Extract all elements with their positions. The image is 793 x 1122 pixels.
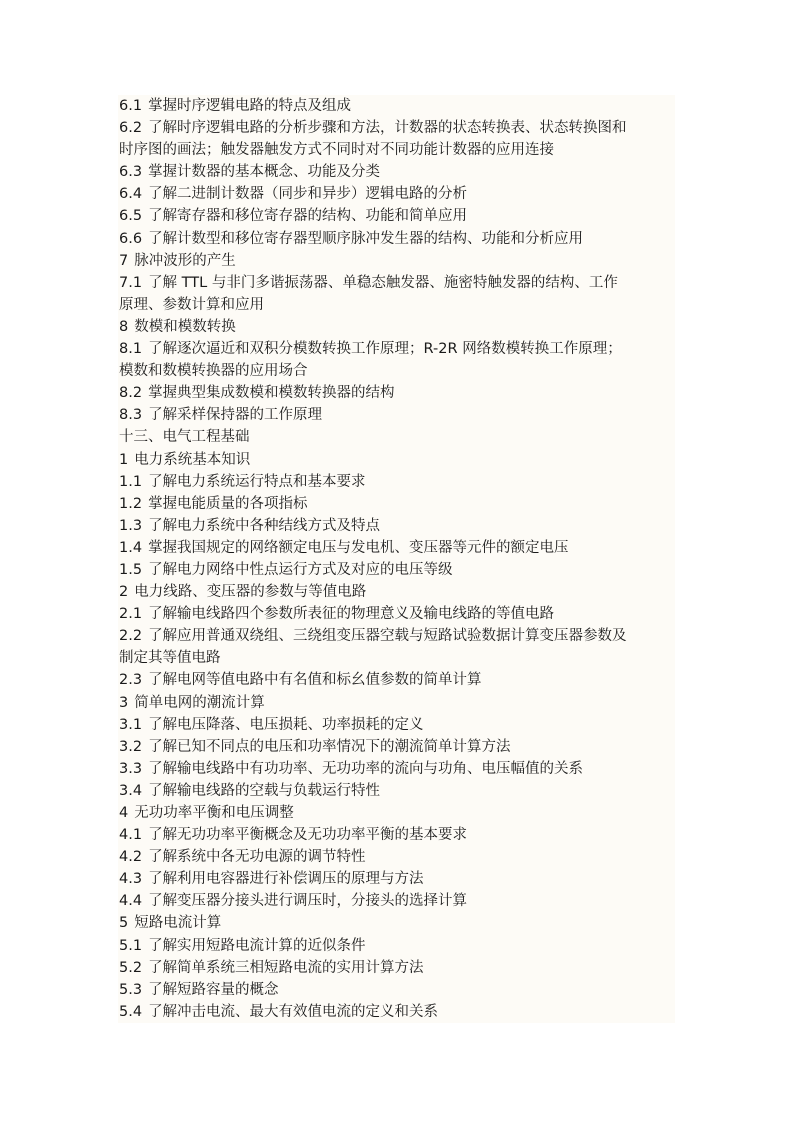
line-text: 了解无功功率平衡概念及无功功率平衡的基本要求 xyxy=(148,827,468,844)
section-number: 4.3 xyxy=(119,871,143,888)
text-line xyxy=(118,471,675,493)
section-number: 4.4 xyxy=(119,893,143,910)
text-line xyxy=(118,272,675,294)
text-line xyxy=(118,603,675,625)
line-text: 了解已知不同点的电压和功率情况下的潮流简单计算方法 xyxy=(148,738,511,755)
text-line xyxy=(118,404,675,426)
section-number: 5 xyxy=(119,915,129,932)
line-text: 了解输电线路的空载与负载运行特性 xyxy=(148,782,381,799)
section-number: 1.1 xyxy=(119,473,143,490)
section-number: 1.3 xyxy=(119,517,143,534)
section-number: 2.1 xyxy=(119,606,143,623)
line-text: 十三、电气工程基础 xyxy=(119,429,250,446)
text-line xyxy=(118,316,675,338)
text-line xyxy=(118,714,675,736)
line-text: 电力系统基本知识 xyxy=(134,451,251,468)
line-text: 脉冲波形的产生 xyxy=(134,252,236,269)
line-text: 了解采样保持器的工作原理 xyxy=(148,407,323,424)
text-line xyxy=(118,161,675,183)
line-text: 了解实用短路电流计算的近似条件 xyxy=(148,937,366,954)
line-text: 了解冲击电流、最大有效值电流的定义和关系 xyxy=(148,1003,439,1020)
section-number: 8 xyxy=(119,318,129,335)
line-text: 了解 TTL 与非门多谐振荡器、单稳态触发器、施密特触发器的结构、工作 xyxy=(148,274,618,291)
section-number: 6.3 xyxy=(119,164,143,181)
text-line xyxy=(118,426,675,448)
section-number: 3.1 xyxy=(119,716,143,733)
line-text: 模数和数模转换器的应用场合 xyxy=(119,363,308,380)
text-line xyxy=(118,183,675,205)
section-number: 5.2 xyxy=(119,959,143,976)
line-text: 了解电力系统中各种结线方式及特点 xyxy=(148,517,381,534)
section-number: 6.4 xyxy=(119,186,143,203)
text-line xyxy=(118,228,675,250)
line-text: 无功功率平衡和电压调整 xyxy=(134,805,294,821)
text-line xyxy=(118,537,675,559)
section-number: 2 xyxy=(119,584,129,601)
line-text: 了解输电线路中有功功率、无功功率的流向与功角、电压幅值的关系 xyxy=(148,760,584,777)
text-line xyxy=(118,935,675,957)
section-number: 6.5 xyxy=(119,208,143,225)
section-number: 6.1 xyxy=(119,98,143,114)
text-line xyxy=(118,846,675,868)
text-line xyxy=(118,1001,675,1023)
text-line xyxy=(118,736,675,758)
text-line xyxy=(118,338,675,360)
section-number: 3.3 xyxy=(119,760,143,777)
line-text: 了解输电线路四个参数所表征的物理意义及输电线路的等值电路 xyxy=(148,606,555,623)
line-text: 了解电力系统运行特点和基本要求 xyxy=(148,473,366,490)
line-text: 了解逐次逼近和双积分模数转换工作原理；R-2R 网络数模转换工作原理； xyxy=(148,341,622,358)
section-number: 6.2 xyxy=(119,120,143,137)
section-number: 8.2 xyxy=(119,385,143,402)
section-number: 4 xyxy=(119,805,129,821)
text-line xyxy=(118,449,675,471)
text-line xyxy=(118,360,675,382)
line-text: 简单电网的潮流计算 xyxy=(134,694,265,711)
text-line xyxy=(118,868,675,890)
section-number: 1 xyxy=(119,451,129,468)
line-text: 了解二进制计数器（同步和异步）逻辑电路的分析 xyxy=(148,186,468,203)
line-text: 掌握计数器的基本概念、功能及分类 xyxy=(148,164,381,181)
section-number: 1.4 xyxy=(119,539,143,556)
line-text: 了解计数型和移位寄存器型顺序脉冲发生器的结构、功能和分析应用 xyxy=(148,230,584,247)
line-text: 了解变压器分接头进行调压时，分接头的选择计算 xyxy=(148,893,468,910)
section-number: 2.2 xyxy=(119,628,143,645)
text-line xyxy=(118,957,675,979)
section-number: 3.2 xyxy=(119,738,143,755)
line-text: 了解简单系统三相短路电流的实用计算方法 xyxy=(148,959,424,976)
text-line xyxy=(118,979,675,1001)
text-line xyxy=(118,493,675,515)
section-number: 4.2 xyxy=(119,849,143,866)
text-line xyxy=(118,117,675,139)
text-line xyxy=(118,625,675,647)
section-number: 6.6 xyxy=(119,230,143,247)
line-text: 原理、参数计算和应用 xyxy=(119,296,264,313)
line-text: 短路电流计算 xyxy=(134,915,222,932)
text-line xyxy=(118,692,675,714)
section-number: 1.5 xyxy=(119,561,143,578)
text-line xyxy=(118,139,675,161)
line-text: 了解寄存器和移位寄存器的结构、功能和简单应用 xyxy=(148,208,468,225)
line-text: 掌握我国规定的网络额定电压与发电机、变压器等元件的额定电压 xyxy=(148,539,569,556)
line-text: 掌握典型集成数模和模数转换器的结构 xyxy=(148,385,395,402)
section-number: 3.4 xyxy=(119,782,143,799)
section-number: 2.3 xyxy=(119,672,143,689)
line-text: 了解电力网络中性点运行方式及对应的电压等级 xyxy=(148,561,453,578)
line-text: 掌握电能质量的各项指标 xyxy=(148,495,308,512)
text-line xyxy=(118,802,675,824)
text-line xyxy=(118,250,675,272)
line-text: 了解时序逻辑电路的分析步骤和方法，计数器的状态转换表、状态转换图和 xyxy=(148,120,627,137)
section-number: 7 xyxy=(119,252,129,269)
line-text: 掌握时序逻辑电路的特点及组成 xyxy=(148,98,352,114)
section-number: 8.3 xyxy=(119,407,143,424)
section-number: 1.2 xyxy=(119,495,143,512)
section-number: 8.1 xyxy=(119,341,143,358)
text-line xyxy=(118,95,675,117)
section-number: 7.1 xyxy=(119,274,143,291)
section-number: 5.1 xyxy=(119,937,143,954)
section-number: 5.3 xyxy=(119,981,143,998)
section-number: 3 xyxy=(119,694,129,711)
text-line xyxy=(118,294,675,316)
text-line xyxy=(118,824,675,846)
line-text: 了解电压降落、电压损耗、功率损耗的定义 xyxy=(148,716,424,733)
line-text: 时序图的画法；触发器触发方式不同时对不同功能计数器的应用连接 xyxy=(119,142,554,159)
text-line xyxy=(118,581,675,603)
text-line xyxy=(118,780,675,802)
text-line xyxy=(118,758,675,780)
line-text: 了解短路容量的概念 xyxy=(148,981,279,998)
line-text: 了解电网等值电路中有名值和标幺值参数的简单计算 xyxy=(148,672,482,689)
text-line xyxy=(118,669,675,691)
text-line xyxy=(118,647,675,669)
line-text: 了解利用电容器进行补偿调压的原理与方法 xyxy=(148,871,424,888)
text-line xyxy=(118,912,675,934)
section-number: 4.1 xyxy=(119,827,143,844)
text-line xyxy=(118,559,675,581)
text-line xyxy=(118,515,675,537)
text-line xyxy=(118,382,675,404)
line-text: 了解系统中各无功电源的调节特性 xyxy=(148,849,366,866)
line-text: 了解应用普通双绕组、三绕组变压器空载与短路试验数据计算变压器参数及 xyxy=(148,628,627,645)
line-text: 电力线路、变压器的参数与等值电路 xyxy=(134,584,367,601)
line-text: 制定其等值电路 xyxy=(119,650,221,667)
section-number: 5.4 xyxy=(119,1003,143,1020)
syllabus-text-block xyxy=(118,95,675,1023)
text-line xyxy=(118,205,675,227)
text-line xyxy=(118,890,675,912)
line-text: 数模和模数转换 xyxy=(134,318,236,335)
